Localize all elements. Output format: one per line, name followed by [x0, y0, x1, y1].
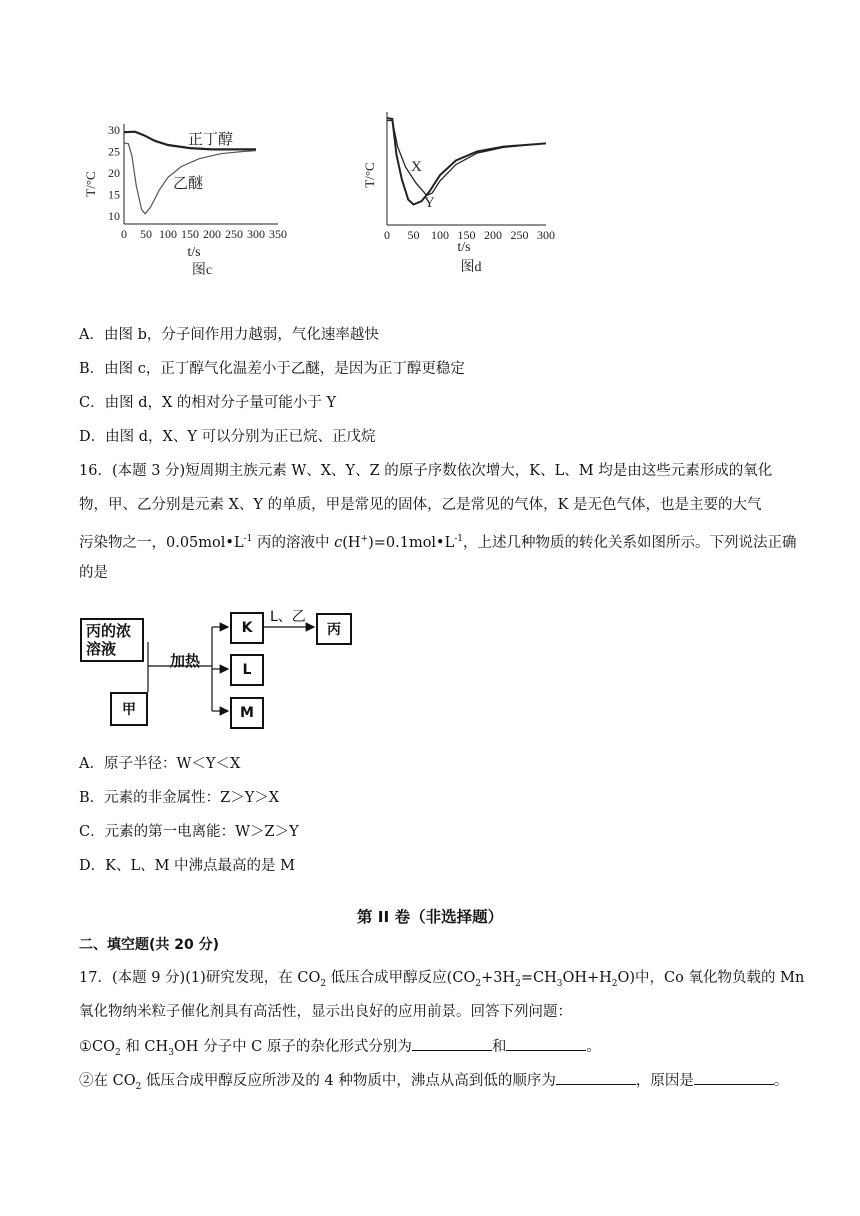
figure-d-y-label: T/°C: [362, 162, 377, 188]
figure-c-x-tick: 300: [247, 227, 265, 241]
q15-option-b: B．由图 c，正丁醇气化温差小于乙醚，是因为正丁醇更稳定: [79, 361, 465, 377]
series-x-label: X: [411, 159, 422, 175]
flow-box-bing-solution: 丙的浓溶液: [80, 618, 144, 662]
q16-option-b: B．元素的非金属性：Z＞Y＞X: [79, 790, 280, 806]
flow-box-k: K: [230, 612, 264, 644]
q16-stem-line3: 污染物之一，$0.05mol•L^{-1}$ 丙的溶液中 $c(H^+)=0.1mol•L^{-1}$，上述几种物质的转化关系如图所示。下列说法正确: [79, 534, 797, 551]
answer-blank-2[interactable]: [506, 1036, 586, 1051]
q16-option-a: A．原子半径：W＜Y＜X: [79, 756, 241, 772]
q15-option-d: D．由图 d，X、Y 可以分别为正已烷、正戊烷: [79, 429, 376, 445]
figure-c-y-tick: 10: [108, 209, 120, 223]
figure-c-x-tick: 50: [140, 227, 152, 241]
q16-stem-line2: 物，甲、乙分别是元素 X、Y 的单质，甲是常见的固体，乙是常见的气体，K 是无色气体，也是主要的大气: [79, 497, 762, 513]
answer-blank-1[interactable]: [412, 1036, 492, 1051]
section-title: 第 II 卷（非选择题）: [356, 908, 504, 926]
q15-option-c: C．由图 d，X 的相对分子量可能小于 Y: [79, 395, 337, 411]
flow-box-l: L: [230, 654, 264, 686]
answer-blank-3[interactable]: [556, 1070, 636, 1085]
flow-box-m: M: [230, 697, 264, 729]
figure-c-x-tick: 350: [269, 227, 287, 241]
figure-c-x-label: t/s: [187, 245, 201, 260]
figure-d-x-tick: 100: [431, 228, 449, 242]
answer-blank-4[interactable]: [694, 1070, 774, 1085]
figure-d-x-tick: 50: [407, 228, 420, 242]
figure-d-x-tick: 0: [384, 228, 390, 242]
q17-line4: ②在 $CO_2$ 低压合成甲醇反应所涉及的 4 种物质中，沸点从高到低的顺序为 ，原因是 。: [79, 1070, 788, 1097]
figure-d-caption: 图d: [460, 260, 482, 275]
figure-c-chart: [80, 112, 290, 282]
q17-line3: $①CO_2$ 和 $CH_3OH$ 分子中 C 原子的杂化形式分别为 和 。: [79, 1036, 601, 1063]
figure-d-x-tick: 300: [537, 228, 555, 242]
series-y-label: Y: [424, 195, 435, 211]
flow-box-jia: 甲: [110, 692, 148, 726]
series-zhengdingchun-label: 正丁醇: [188, 132, 234, 148]
figure-c-y-tick: 25: [108, 144, 120, 159]
flow-box-bing: 丙: [316, 613, 352, 645]
figure-c-x-tick: 0: [121, 227, 127, 241]
figure-c-y-tick: 15: [108, 187, 120, 202]
flow-label-heating: 加热: [170, 652, 201, 670]
figure-c-x-tick: 150: [181, 227, 199, 241]
flow-diagram: [70, 600, 380, 735]
part-title: 二、填空题(共 20 分): [79, 937, 220, 953]
q16-option-d: D．K、L、M 中沸点最高的是 M: [79, 858, 295, 874]
q17-line1: 17．(本题 9 分)(1)研究发现，在 $CO_2$ 低压合成甲醇反应$(CO_2+3H_2=CH_3OH+H_2O)$中，Co 氧化物负载的 Mn: [79, 970, 805, 989]
figure-c-caption: 图c: [191, 263, 213, 278]
figure-c-y-tick: 20: [108, 166, 120, 180]
figure-c-x-tick: 200: [203, 227, 221, 241]
q16-stem-line1: 16．(本题 3 分)短周期主族元素 W、X、Y、Z 的原子序数依次增大，K、L、M 均是由这些元素形成的氧化: [79, 463, 773, 479]
figure-d-chart: [360, 110, 560, 280]
figure-d-x-tick: 250: [510, 228, 529, 242]
figure-d-x-label: t/s: [457, 240, 471, 255]
figure-c-x-tick: 250: [225, 227, 243, 241]
figure-c-y-tick: 30: [108, 123, 120, 137]
flow-arrow-label: L、乙: [270, 609, 306, 625]
series-yimi-label: 乙醚: [173, 176, 204, 192]
series-x-line: [387, 121, 546, 196]
figure-c-x-tick: 100: [159, 227, 177, 241]
figure-d: [360, 110, 560, 280]
q17-line2: 氧化物纳米粒子催化剂具有高活性，显示出良好的应用前景。回答下列问题：: [79, 1004, 572, 1020]
figure-c: [80, 112, 290, 282]
q16-stem-line4: 的是: [79, 565, 108, 581]
q16-option-c: C．元素的第一电离能：W＞Z＞Y: [79, 824, 299, 840]
q15-option-a: A．由图 b，分子间作用力越弱，气化速率越快: [79, 327, 379, 343]
figure-d-x-tick: 200: [484, 228, 502, 242]
figure-d-x-tick: 150: [457, 228, 476, 242]
figure-c-y-label: T/°C: [83, 171, 98, 197]
